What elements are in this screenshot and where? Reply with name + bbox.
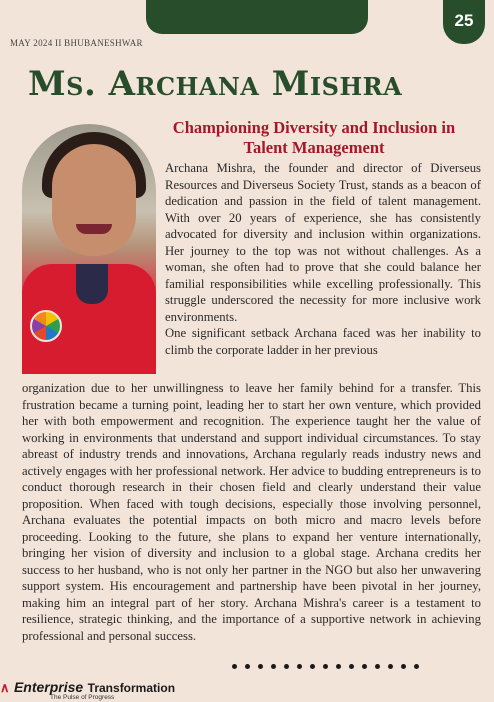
dot [375, 664, 380, 669]
body-text-full [22, 380, 481, 644]
dot [258, 664, 263, 669]
body-text-column [165, 160, 481, 358]
dot [362, 664, 367, 669]
brand-word-transformation: Transformation [87, 681, 176, 695]
dot [297, 664, 302, 669]
photo-collar [76, 264, 108, 304]
brand-mark-icon: ∧ [0, 680, 10, 695]
body-paragraph: Archana Mishra, the founder and director of Diverseus Resources and Diverseus Society Trust, stands as a beacon of dedication and passion in the field of talent management. With over 20 years of experience, she has consistently advocated for diversity and inclusion within organizations. Her journey to the top was not without challenges. As a woman, she often had to prove that she could balance her familial responsibilities while excelling professionally. This struggle underscored the necessity for more inclusive work environments. [165, 161, 481, 324]
body-paragraph: One significant setback Archana faced was her inability to climb the corporate ladder in her previous [165, 326, 481, 357]
shirt-logo-icon [30, 310, 62, 342]
body-paragraph: organization due to her unwillingness to leave her family behind for a transfer. This frustration became a turning point, leading her to start her own venture, which provided her with both empowerment and recognition. The experience taught her the value of working in environments that understand and support individual circumstances. To stay abreast of industry trends and innovations, Archana regularly reads industry news and actively engages with her professional network. Her advice to budding entrepreneurs is to conduct thorough research in their chosen field and clearly understand their value proposition. When faced with tough decisions, especially those involving personnel, Archana evaluates the potential impacts on both micro and macro levels before proceeding. Looking to the future, she plans to expand her venture internationally, bringing her vision of diversity and inclusion to a global stage. Archana credits her success to her husband, who is not only her partner in the NGO but also her unwavering support system. His encouragement and partnership have been pivotal in her journey, making him an integral part of her story. Archana Mishra's career is a testament to resilience, strategic thinking, and the importance of a supportive network in achieving professional and personal success. [22, 381, 481, 643]
dateline: MAY 2024 II BHUBANESHWAR [10, 38, 143, 48]
dot [323, 664, 328, 669]
brand-word-enterprise: Enterprise [13, 679, 84, 695]
dot [271, 664, 276, 669]
dot [232, 664, 237, 669]
dot [245, 664, 250, 669]
dot [414, 664, 419, 669]
photo-face [52, 144, 136, 256]
page-number-badge: 25 [443, 0, 485, 44]
article-title: Ms. Archana Mishra [28, 64, 403, 104]
dot [336, 664, 341, 669]
dot [388, 664, 393, 669]
article-subtitle: Championing Diversity and Inclusion in Talent Management [172, 118, 456, 157]
top-decorative-tab [146, 0, 368, 34]
dot [310, 664, 315, 669]
photo-smile [76, 224, 112, 234]
dot [284, 664, 289, 669]
dot [349, 664, 354, 669]
portrait-photo [22, 124, 156, 374]
brand-tagline: The Pulse of Progress [50, 694, 115, 701]
dot [401, 664, 406, 669]
decorative-dots [232, 664, 419, 669]
